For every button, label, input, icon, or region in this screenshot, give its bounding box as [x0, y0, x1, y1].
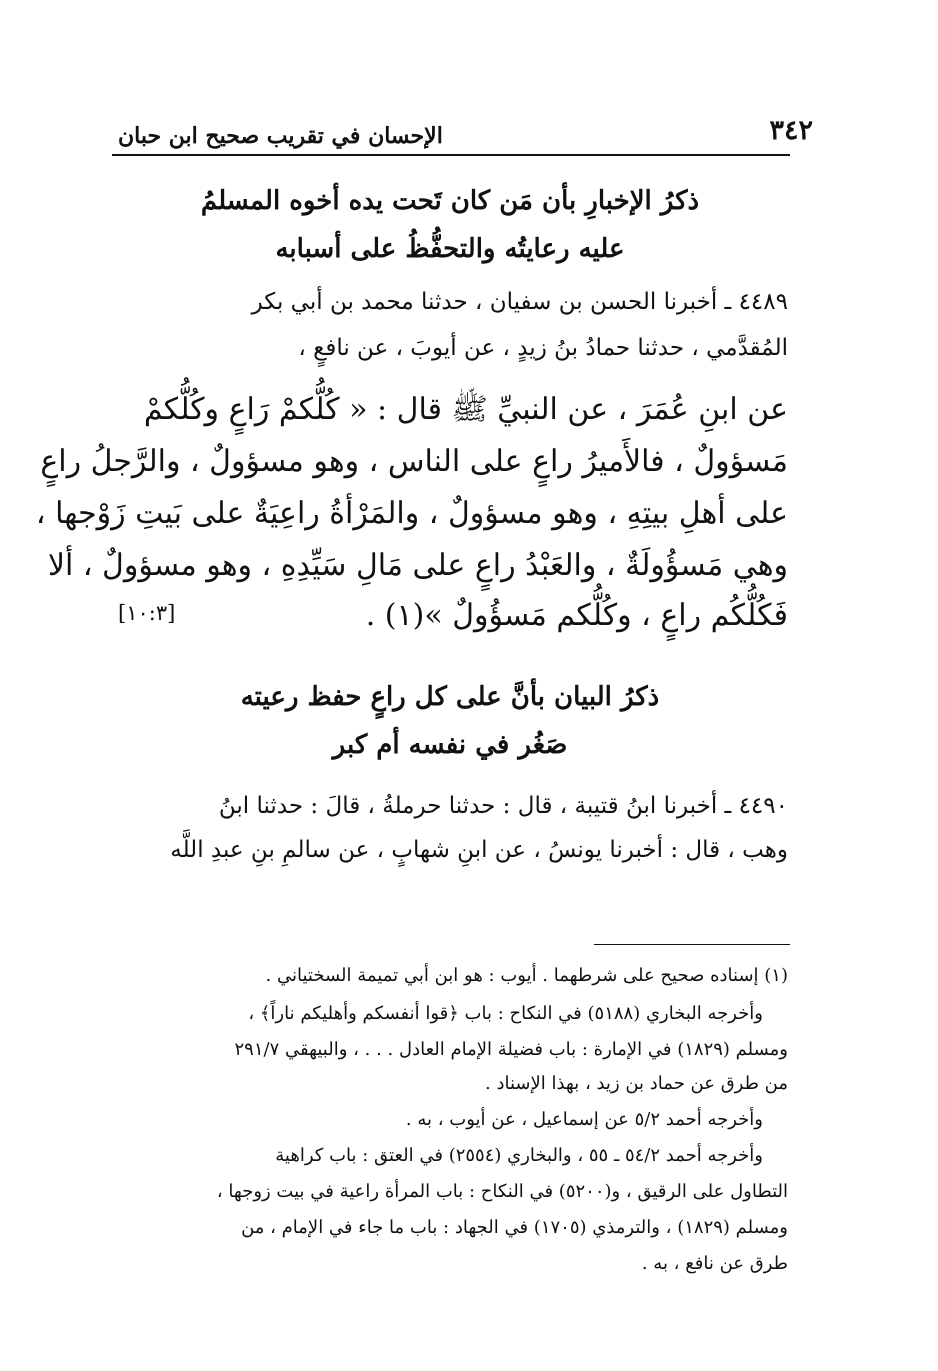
hadith-4490-isnad-line-1: ٤٤٩٠ ـ أخبرنا ابنُ قتيبة ، قال : حدثنا حرملةُ ، قالَ : حدثنا ابنُ: [218, 793, 788, 819]
footnote-1-line-1: (١) إسناده صحيح على شرطهما . أيوب : هو ابن أبي تميمة السختياني .: [265, 965, 788, 986]
hadith-4489-isnad-line-1: ٤٤٨٩ ـ أخبرنا الحسن بن سفيان ، حدثنا محمد بن أبي بكر: [251, 289, 788, 315]
footnote-1-line-4: من طرق عن حماد بن زيد ، بهذا الإسناد .: [485, 1073, 788, 1094]
footnote-1-line-6: وأخرجه أحمد ٥٤/٢ ـ ٥٥ ، والبخاري (٢٥٥٤) في العتق : باب كراهية: [275, 1145, 763, 1166]
hadith-4490-isnad-line-2: وهب ، قال : أخبرنا يونسُ ، عن ابنِ شهابٍ ، عن سالمِ بنِ عبدِ اللَّه: [170, 837, 788, 863]
footnote-1-line-2: وأخرجه البخاري (٥١٨٨) في النكاح : باب ﴿قوا أنفسكم وأهليكم ناراً﴾ ،: [248, 1003, 763, 1024]
footnote-1-line-9: طرق عن نافع ، به .: [641, 1253, 788, 1274]
hadith-4489-matn-line-2: مَسؤولٌ ، فالأَميرُ راعٍ على الناس ، وهو مسؤولٌ ، والرَّجلُ راعٍ: [40, 444, 788, 479]
footnote-1-line-8: ومسلم (١٨٢٩) ، والترمذي (١٧٠٥) في الجهاد : باب ما جاء في الإمام ، من: [241, 1217, 788, 1238]
section-heading-1-line-2: عليه رعايتُه والتحفُّظُ على أسبابه: [275, 234, 625, 264]
footnote-1-line-5: وأخرجه أحمد ٥/٢ عن إسماعيل ، عن أيوب ، به .: [405, 1109, 763, 1130]
header-rule: [112, 154, 790, 156]
hadith-4489-reference: [١٠:٣]: [118, 601, 176, 625]
hadith-4489-matn-line-4: وهي مَسؤُولَةٌ ، والعَبْدُ راعٍ على مَالِ سَيِّدِهِ ، وهو مسؤولٌ ، ألا: [47, 548, 788, 583]
footnote-1-line-3: ومسلم (١٨٢٩) في الإمارة : باب فضيلة الإمام العادل . . . ، والبيهقي ٢٩١/٧: [234, 1039, 788, 1060]
hadith-4489-matn-line-1: عن ابنِ عُمَرَ ، عن النبيِّ ﷺ قال : « كُلُّكمْ رَاعٍ وكُلُّكمْ: [143, 392, 788, 427]
footnote-rule: [594, 944, 790, 945]
footnote-1-line-7: التطاول على الرقيق ، و(٥٢٠٠) في النكاح : باب المرأة راعية في بيت زوجها ،: [216, 1181, 788, 1202]
hadith-4489-matn-line-3: على أهلِ بيتِهِ ، وهو مسؤولٌ ، والمَرْأةُ راعِيَةٌ على بَيتِ زَوْجها ،: [35, 496, 788, 531]
hadith-4489-matn-line-5: فَكُلُّكُم راعٍ ، وكُلُّكم مَسؤُولٌ »(١) .: [365, 598, 788, 633]
section-heading-1-line-1: ذكرُ الإخبارِ بأن مَن كان تَحت يده أخوه المسلمُ: [200, 186, 700, 216]
running-title: الإحسان في تقريب صحيح ابن حبان: [118, 123, 443, 149]
section-heading-2-line-1: ذكرُ البيان بأنَّ على كل راعٍ حفظ رعيته: [240, 682, 660, 712]
section-heading-2-line-2: صَغُر في نفسه أم كبر: [332, 730, 568, 760]
hadith-4489-isnad-line-2: المُقدَّمي ، حدثنا حمادُ بنُ زيدٍ ، عن أيوبَ ، عن نافعٍ ،: [298, 335, 788, 361]
page-number: ٣٤٢: [769, 115, 813, 146]
